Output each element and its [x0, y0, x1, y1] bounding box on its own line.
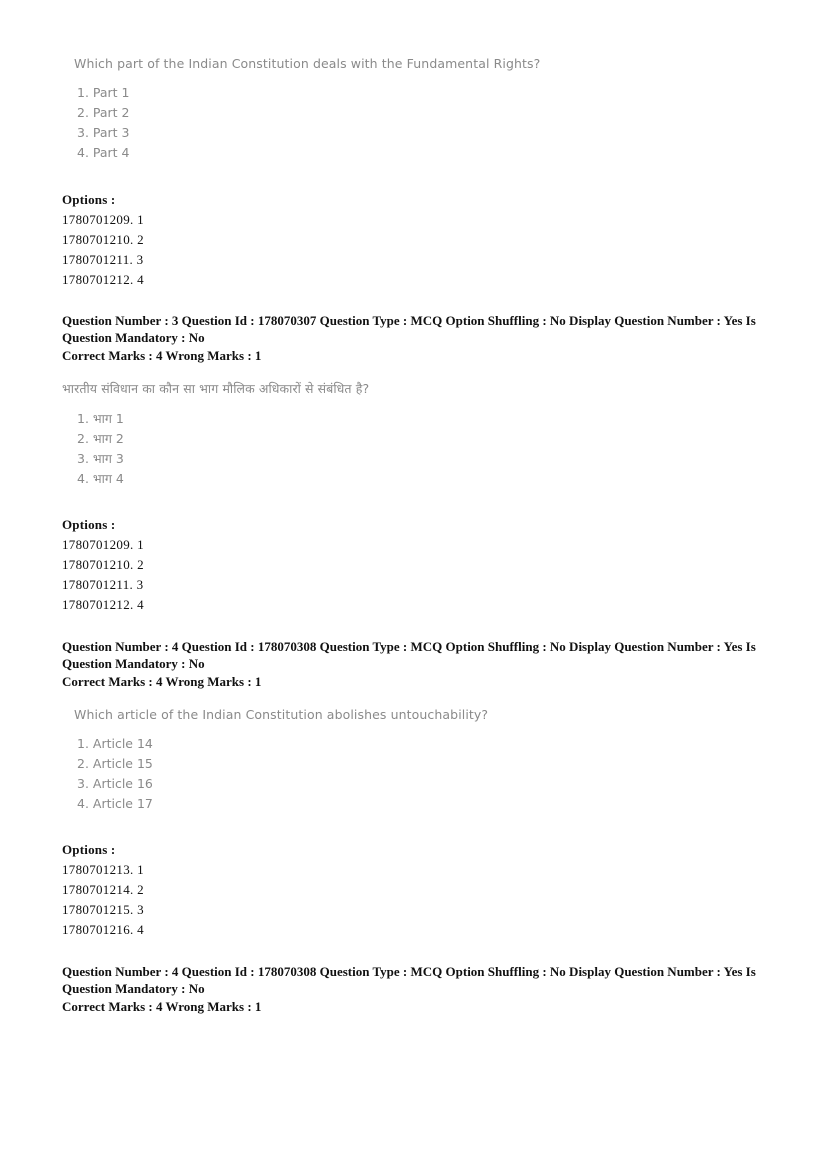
question-3-options: [62, 515, 144, 615]
question-3-text: भारतीय संविधान का कौन सा भाग मौलिक अधिकारों से संबंधित है?: [62, 381, 370, 396]
question-3-image: [62, 380, 369, 489]
option-row: 1780701210. 2: [62, 232, 144, 247]
option-row: 1780701214. 2: [62, 882, 144, 897]
question-4-repeat-meta-line: Question Number : 4 Question Id : 178070308 Question Type : MCQ Option Shuffling : No Display Question Number : Yes Is: [62, 964, 756, 979]
option-row: 1780701212. 4: [62, 272, 144, 287]
choice-3: 3. भाग 3: [77, 451, 124, 466]
choice-4: 4. Article 17: [77, 796, 153, 811]
question-2-image: [74, 56, 540, 163]
option-row: 1780701210. 2: [62, 557, 144, 572]
choice-1: 1. Part 1: [77, 85, 130, 100]
question-3-meta-line: Question Number : 3 Question Id : 178070307 Question Type : MCQ Option Shuffling : No Display Question Number : Yes Is: [62, 313, 756, 328]
question-3-meta: [62, 312, 778, 364]
question-2-choices: [74, 83, 540, 163]
question-4-mandatory: Question Mandatory : No: [62, 656, 205, 671]
option-row: 1780701212. 4: [62, 597, 144, 612]
question-4-meta: [62, 638, 778, 690]
question-4-options: [62, 840, 144, 940]
question-3-mandatory: Question Mandatory : No: [62, 330, 205, 345]
choice-1: 1. Article 14: [77, 736, 153, 751]
question-4-repeat-mandatory: Question Mandatory : No: [62, 981, 205, 996]
option-row: 1780701209. 1: [62, 537, 144, 552]
question-4-marks: Correct Marks : 4 Wrong Marks : 1: [62, 674, 262, 689]
question-4-choices: [74, 734, 488, 814]
choice-2: 2. Part 2: [77, 105, 130, 120]
option-row: 1780701211. 3: [62, 577, 144, 592]
question-4-image: [74, 707, 488, 814]
choice-2: 2. Article 15: [77, 756, 153, 771]
options-heading: Options :: [62, 842, 116, 857]
choice-4: 4. Part 4: [77, 145, 130, 160]
question-3-marks: Correct Marks : 4 Wrong Marks : 1: [62, 348, 262, 363]
question-4-text: Which article of the Indian Constitution abolishes untouchability?: [74, 707, 489, 722]
question-4-repeat-marks: Correct Marks : 4 Wrong Marks : 1: [62, 999, 262, 1014]
question-4-meta-line: Question Number : 4 Question Id : 178070308 Question Type : MCQ Option Shuffling : No Display Question Number : Yes Is: [62, 639, 756, 654]
choice-2: 2. भाग 2: [77, 431, 124, 446]
option-row: 1780701215. 3: [62, 902, 144, 917]
option-row: 1780701213. 1: [62, 862, 144, 877]
question-2-text: Which part of the Indian Constitution deals with the Fundamental Rights?: [74, 56, 541, 71]
choice-3: 3. Part 3: [77, 125, 130, 140]
option-row: 1780701209. 1: [62, 212, 144, 227]
question-3-choices: [74, 409, 369, 489]
options-heading: Options :: [62, 517, 116, 532]
question-2-options: [62, 190, 144, 290]
options-heading: Options :: [62, 192, 116, 207]
choice-4: 4. भाग 4: [77, 471, 124, 486]
option-row: 1780701211. 3: [62, 252, 144, 267]
option-row: 1780701216. 4: [62, 922, 144, 937]
choice-1: 1. भाग 1: [77, 411, 124, 426]
choice-3: 3. Article 16: [77, 776, 153, 791]
question-4-repeat-meta: [62, 963, 778, 1015]
